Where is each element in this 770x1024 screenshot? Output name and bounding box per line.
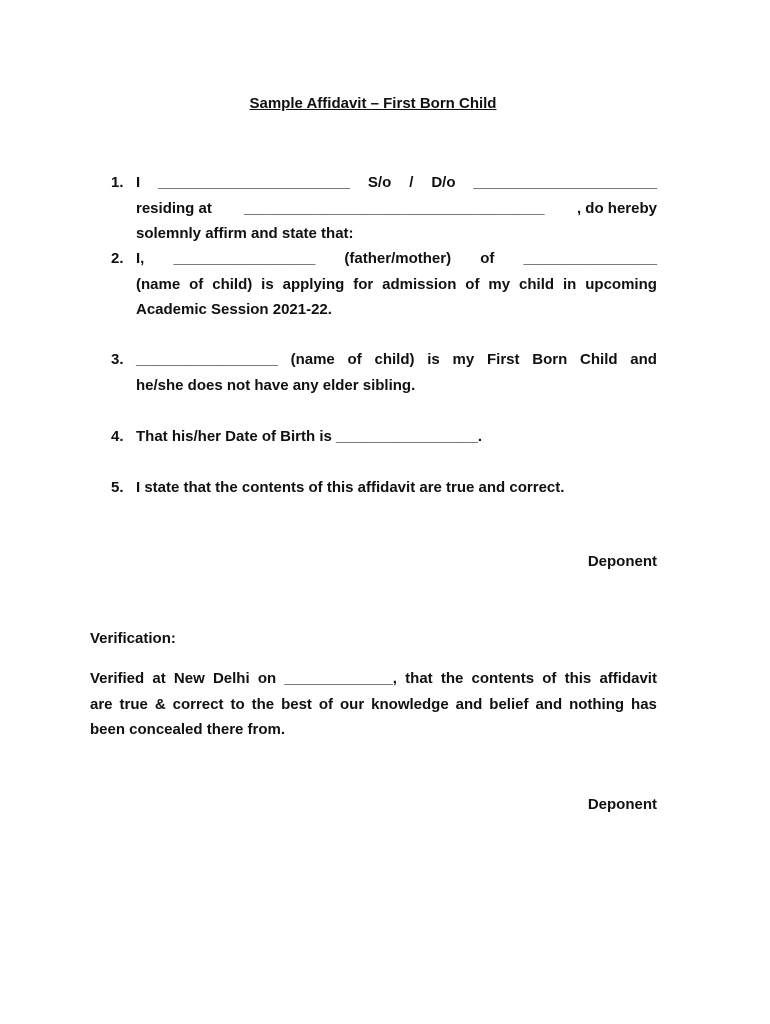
text-token: belief [489, 695, 529, 713]
text-token: in [562, 275, 577, 293]
clause-number: 2. [111, 250, 124, 267]
text-token: , do hereby [576, 199, 657, 217]
text-token: Child [580, 351, 618, 368]
text-token: the [251, 695, 275, 713]
text-line [136, 424, 657, 450]
text-token: I [136, 174, 141, 191]
text-token: D/o [431, 174, 456, 191]
text-token: of [465, 275, 480, 293]
text-token: the [440, 670, 464, 687]
deponent-signature-label: Deponent [587, 796, 657, 813]
text-line [136, 297, 657, 323]
text-token: / [409, 174, 414, 191]
text-token: child) [374, 351, 415, 368]
document-title: Sample Affidavit – First Born Child [249, 95, 497, 112]
text-token: affidavit [599, 670, 657, 687]
text-token: Academic Session 2021-22. [136, 301, 332, 318]
text-token: this [564, 670, 592, 687]
text-line [136, 221, 657, 247]
text-token: at [152, 670, 166, 687]
text-token: _______________________ [158, 174, 350, 191]
text-token: admission [382, 275, 457, 293]
text-token: correct [172, 695, 224, 713]
verification-body [90, 666, 657, 743]
text-token: residing at [136, 199, 212, 217]
text-token: and [455, 695, 483, 713]
text-token: to [230, 695, 245, 713]
verification-heading: Verification: [90, 630, 176, 647]
text-token: I state that the contents of this affidavit are true and correct. [136, 479, 565, 496]
text-token: nothing [569, 695, 625, 713]
text-token: Verified [90, 670, 145, 687]
text-token: and [630, 351, 657, 368]
clause-number: 1. [111, 174, 124, 191]
text-token: been concealed there from. [90, 721, 286, 738]
text-token: That his/her Date of Birth is _________________. [136, 428, 483, 445]
text-line [90, 717, 657, 743]
text-token: knowledge [371, 695, 449, 713]
text-token: of [318, 695, 334, 713]
text-line [136, 475, 657, 501]
clause-body [136, 347, 657, 398]
clause-body [136, 246, 657, 323]
text-token: on [257, 670, 277, 687]
text-token: true [119, 695, 148, 713]
text-token: applying [282, 275, 345, 293]
text-token: and [535, 695, 563, 713]
text-token: (father/mother) [344, 250, 452, 267]
clause-5 [111, 475, 657, 501]
text-token: ______________________ [473, 174, 657, 191]
text-token: for [353, 275, 374, 293]
text-token: _________________ [136, 351, 278, 368]
text-line [136, 170, 657, 196]
text-token: he/she does not have any elder sibling. [136, 376, 416, 394]
text-token: are [90, 695, 113, 713]
text-token: S/o [367, 174, 392, 191]
text-token: of [347, 351, 362, 368]
text-token: is [427, 351, 440, 368]
text-token: child [519, 275, 555, 293]
clause-2 [111, 246, 657, 323]
text-token: my [488, 275, 511, 293]
text-token: Delhi [212, 670, 250, 687]
text-line [90, 666, 657, 692]
text-token: my [452, 351, 475, 368]
text-token: ____________________________________ [244, 199, 545, 217]
text-token: (name [136, 275, 181, 293]
text-line [136, 373, 657, 399]
text-line [136, 246, 657, 272]
text-token: of [480, 250, 495, 267]
text-token: our [340, 695, 365, 713]
text-token: I, [136, 250, 145, 267]
text-token: _________________ [173, 250, 316, 267]
text-token: (name [290, 351, 335, 368]
text-token: of [189, 275, 204, 293]
text-token: ________________ [523, 250, 657, 267]
text-token: _____________, [284, 670, 397, 687]
text-token: Born [532, 351, 568, 368]
text-line [136, 196, 657, 222]
text-token: has [631, 695, 657, 713]
text-token: contents [471, 670, 535, 687]
text-token: that [405, 670, 433, 687]
text-line [90, 692, 657, 718]
text-line [136, 272, 657, 298]
clause-number: 3. [111, 351, 124, 368]
clause-body [136, 170, 657, 247]
text-token: child) [212, 275, 253, 293]
deponent-signature-label: Deponent [587, 553, 657, 570]
clause-1 [111, 170, 657, 247]
text-token: of [542, 670, 557, 687]
text-line [136, 347, 657, 373]
text-token: New [173, 670, 205, 687]
text-token: best [281, 695, 312, 713]
text-token: First [486, 351, 520, 368]
text-token: & [154, 695, 166, 713]
text-token: solemnly affirm and state that: [136, 225, 354, 242]
clause-body [136, 424, 657, 450]
clause-4 [111, 424, 657, 450]
text-token: is [261, 275, 274, 293]
clause-3 [111, 347, 657, 398]
clause-number: 5. [111, 479, 124, 496]
text-token: upcoming [585, 275, 657, 293]
clause-body [136, 475, 657, 501]
clause-number: 4. [111, 428, 124, 445]
